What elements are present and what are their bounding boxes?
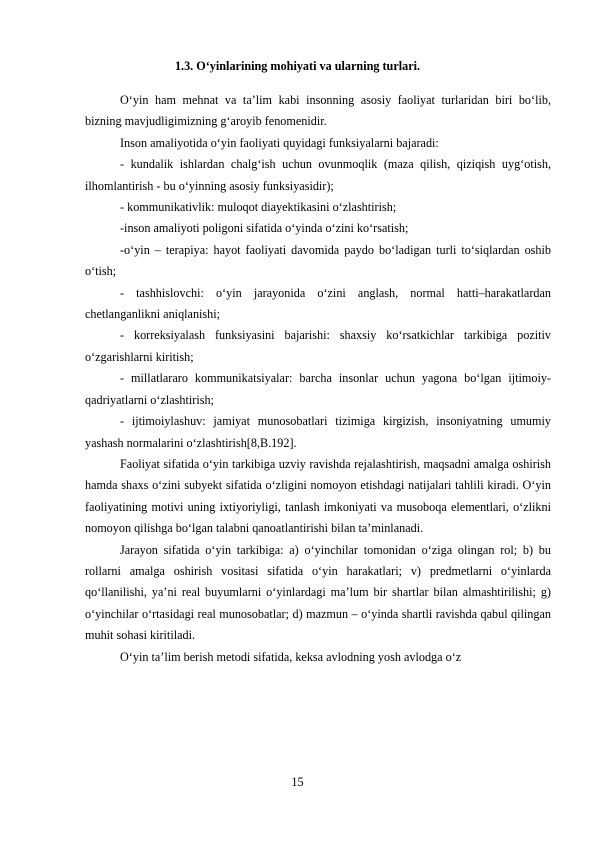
paragraph: O‘yin ta’lim berish metodi sifatida, keksa avlodning yosh avlodga o‘z — [120, 649, 462, 664]
list-item: -o‘yin – terapiya: hayot faoliyati davomida paydo bo‘ladigan turli to‘siqlardan oshib o‘tish; — [85, 242, 551, 279]
body-text — [85, 90, 551, 668]
list-item: -inson amaliyoti poligoni sifatida o‘yinda o‘zini ko‘rsatish; — [120, 221, 409, 236]
section-heading: 1.3. O‘yinlarining mohiyati va ularning turlari. — [174, 59, 421, 73]
paragraph: Inson amaliyotida o‘yin faoliyati quyidagi funksiyalarni bajaradi: — [120, 135, 439, 150]
paragraph: O‘yin ham mehnat va ta’lim kabi insonning asosiy faoliyat turlaridan biri bo‘lib, bizning mavjudligimizning g‘aroyib fenomenidir. — [85, 93, 551, 129]
page-number: 15 — [291, 775, 304, 789]
list-item: - kundalik ishlardan chalg‘ish uchun ovunmoqlik (maza qilish, qiziqish uyg‘otish, ilhomlantirish - bu o‘yinning asosiy funksiyasidir); — [85, 157, 551, 193]
list-item: - kommunikativlik: muloqot diayektikasini o‘zlashtirish; — [120, 200, 397, 215]
list-item: - ijtimoiylashuv: jamiyat munosobatlari tizimiga kirgizish, insoniyatning umumiy yashash normalarini o‘zlashtirish[8,B.192]. — [85, 414, 551, 450]
list-item: - korreksiyalash funksiyasini bajarishi: shaxsiy ko‘rsatkichlar tarkibiga pozitiv o‘zgarishlarni kiritish; — [85, 328, 551, 364]
list-item: - tashhislovchi: o‘yin jarayonida o‘zini anglash, normal hatti–harakatlardan chetlanganlikni aniqlanishi; — [85, 285, 551, 322]
list-item: - millatlararo kommunikatsiyalar: barcha insonlar uchun yagona bo‘lgan ijtimoiy-qadriyatlarni o‘zlashtirish; — [85, 371, 551, 407]
paragraph: Faoliyat sifatida o‘yin tarkibiga uzviy ravishda rejalashtirish, maqsadni amalga oshirish hamda shaxs o‘zini subyekt sifatida o‘zligini nomoyon etishdagi natijalari tahlili kiradi. O‘yin faoliyatining motivi uning ixtiyoriyligi, tanlash imkoniyati va musoboqa elementlari, o‘zlikni nomoyon qilishga bo‘lgan talabni qanoatlantirishi bilan ta’minlanadi. — [85, 456, 551, 536]
paragraph: Jarayon sifatida o‘yin tarkibiga: a) o‘yinchilar tomonidan o‘ziga olingan rol; b) bu rollarni amalga oshirish vositasi sifatida o‘yin harakatlari; v) predmetlarni o‘yinlarda qo‘llanilishi, ya’ni real buyumlarni o‘yinlardagi ma’lum bir shartlar bilan almashtirilishi; g) o‘yinchilar o‘rtasidagi real munosobatlar; d) mazmun – o‘yinda shartli ravishda qabul qilingan muhit sohasi kiritiladi. — [85, 542, 551, 643]
